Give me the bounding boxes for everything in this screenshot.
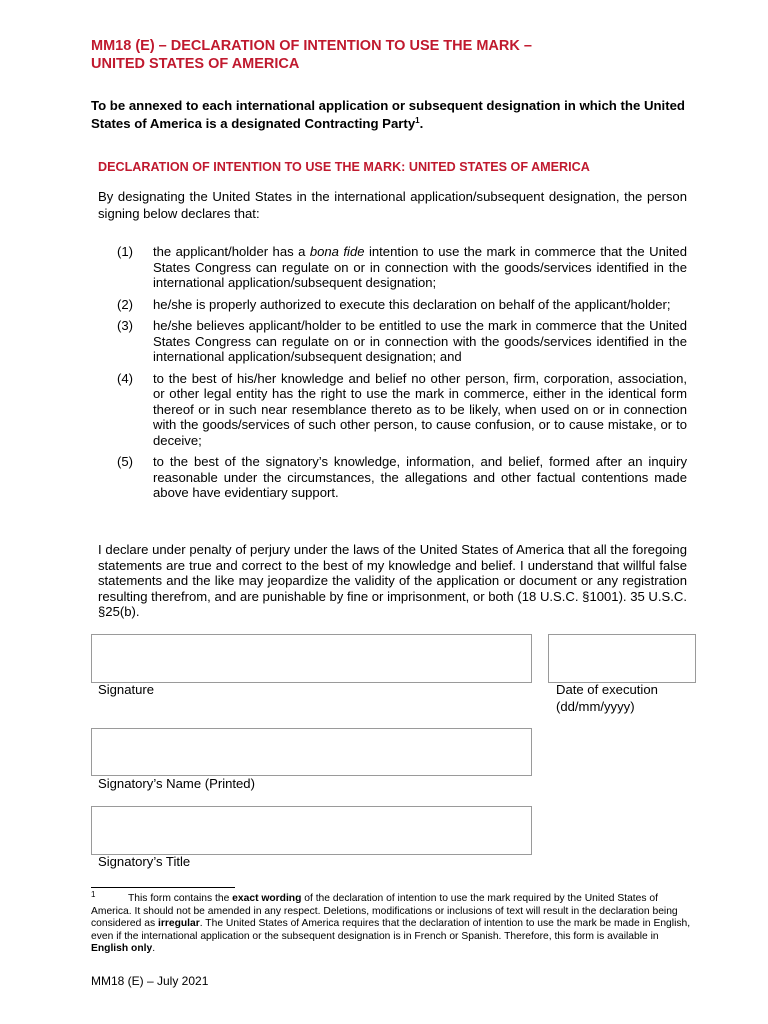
item-number: (3) — [117, 318, 134, 333]
form-footer: MM18 (E) – July 2021 — [91, 974, 209, 988]
annex-instruction — [91, 97, 701, 133]
item-number: (4) — [117, 370, 134, 386]
declaration-items-list — [98, 244, 687, 507]
footnote-reference[interactable]: 1 — [415, 116, 420, 125]
bona-fide-emphasis: bona fide — [309, 244, 365, 259]
signatory-title-field[interactable] — [91, 806, 532, 855]
form-title-line-2: UNITED STATES OF AMERICA — [91, 56, 300, 72]
declaration-intro: By designating the United States in the international application/subsequent designation, the person signing below declares that: — [98, 189, 687, 221]
signatory-title-label: Signatory’s Title — [98, 854, 191, 869]
perjury-statement: I declare under penalty of perjury under the laws of the United States of America that all the foregoing statements are true and correct to the best of my knowledge and belief. I understand that willful false statements and the like may jeopardize the validity of the application or document or any registration resulting therefrom, and are punishable by fine or imprisonment, or both (18 U.S.C. §1001). 35 U.S.C. §25(b). — [98, 542, 687, 619]
item-text: to the best of the signatory’s knowledge, information, and belief, formed after an inquiry reasonable under the circumstances, the allegations and other factual contentions made above have evidentiary support. — [153, 454, 687, 500]
footnote-divider — [91, 887, 235, 888]
date-format-hint: (dd/mm/yyyy) — [556, 698, 635, 714]
date-of-execution-label — [556, 682, 658, 715]
exact-wording-emphasis: exact wording — [232, 893, 302, 904]
footnote-text-part: . — [152, 943, 156, 954]
item-number: (1) — [117, 244, 134, 259]
item-text-part: the applicant/holder has a — [153, 244, 310, 259]
english-only-emphasis: English only — [91, 943, 153, 954]
signatory-name-label: Signatory’s Name (Printed) — [98, 776, 255, 791]
date-of-execution-field[interactable] — [548, 634, 696, 683]
declaration-item-1 — [98, 244, 687, 291]
signatory-name-field[interactable] — [91, 728, 532, 776]
declaration-heading: DECLARATION OF INTENTION TO USE THE MARK: UNITED STATES OF AMERICA — [98, 160, 590, 174]
footnote-mark: 1 — [91, 890, 96, 899]
footnote — [91, 890, 691, 956]
declaration-item-4 — [98, 371, 687, 449]
signature-label: Signature — [98, 682, 155, 697]
footnote-text-part: . The United States of America requires that the declaration of intention to use the mark be made in English, even if the international application or the subsequent designation is in French or Spanish. Therefore, this form is available in — [91, 918, 691, 942]
annex-text: To be annexed to each international application or subsequent designation in which the United States of America is a designated Contracting Party — [91, 98, 685, 131]
item-text: he/she is properly authorized to execute this declaration on behalf of the applicant/holder; — [153, 296, 671, 312]
item-text: to the best of his/her knowledge and belief no other person, firm, corporation, association, or other legal entity has the right to use the mark in commerce, either in the identical form thereof or in such near resemblance thereto as to be likely, when used on or in connection with the goods/services of such other person, to cause confusion, or to cause mistake, or to deceive; — [153, 370, 687, 448]
item-text-part: intention to use the mark in commerce that the United States Congress can regulate on or in connection with the goods/services identified in the international application/subsequent designation; — [153, 244, 687, 290]
declaration-item-5 — [98, 454, 687, 501]
footnote-text-part: of the declaration of intention to use the mark required by the United States of America. It should not be amended in any respect. Deletions, modifications or inclusions of text will result in the declaration being considered as — [91, 893, 678, 929]
signature-field[interactable] — [91, 634, 532, 683]
irregular-emphasis: irregular — [157, 918, 200, 929]
declaration-item-3 — [98, 318, 687, 365]
item-text: he/she believes applicant/holder to be entitled to use the mark in commerce that the United States Congress can regulate on or in connection with the goods/services identified in the international application/subsequent designation; and — [153, 318, 687, 364]
item-text — [153, 244, 687, 291]
declaration-item-2 — [98, 297, 687, 313]
item-number: (2) — [117, 296, 134, 312]
annex-end-punct: . — [419, 116, 424, 131]
form-title-line-1: MM18 (E) – DECLARATION OF INTENTION TO USE THE MARK – — [91, 38, 532, 54]
date-label-line-1: Date of execution — [556, 682, 658, 697]
footnote-text — [91, 893, 691, 956]
form-title — [91, 37, 711, 73]
footnote-text-part: This form contains the — [128, 893, 233, 904]
item-number: (5) — [117, 454, 134, 469]
